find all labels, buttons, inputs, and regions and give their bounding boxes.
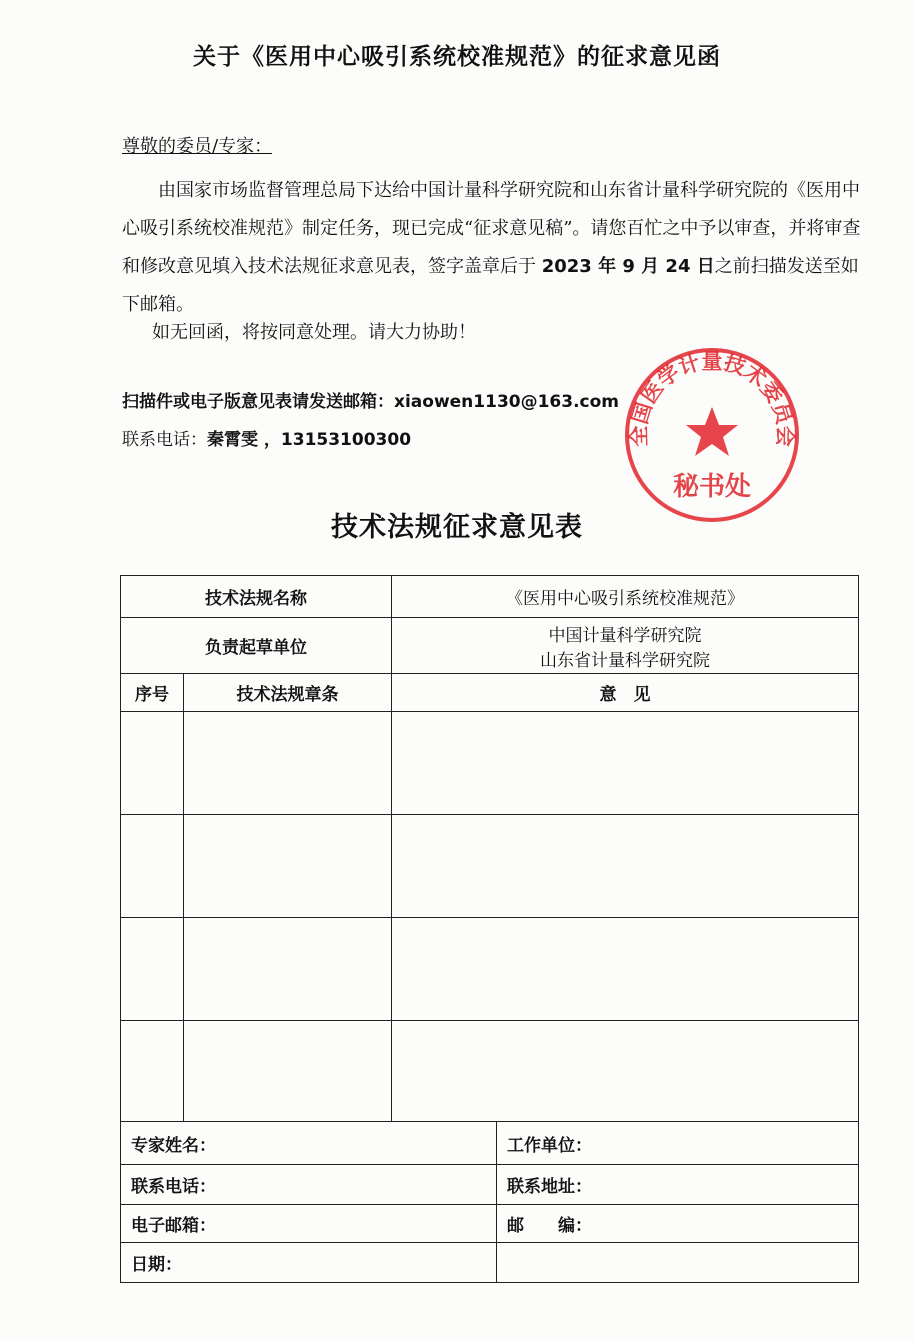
contact-address-field[interactable]: 联系地址：: [497, 1165, 859, 1205]
deadline-date: 2023 年 9 月 24 日: [541, 256, 715, 277]
row-clause-cell[interactable]: [184, 712, 392, 815]
row-clause-cell[interactable]: [184, 918, 392, 1021]
form-title: 技术法规征求意见表: [331, 512, 583, 543]
drafter-2: 山东省计量科学研究院: [540, 650, 710, 671]
column-header-clause: 技术法规章条: [184, 674, 392, 712]
phone-value: 秦霄雯 ，13153100300: [207, 430, 412, 450]
email-label: 扫描件或电子版意见表请发送邮箱：: [122, 392, 394, 412]
row-number-cell[interactable]: [121, 712, 184, 815]
drafter-1: 中国计量科学研究院: [548, 625, 702, 646]
row-number-cell[interactable]: [121, 815, 184, 918]
expert-name-field[interactable]: 专家姓名：: [121, 1122, 497, 1165]
phone-line: [122, 425, 411, 450]
work-unit-field[interactable]: 工作单位：: [497, 1122, 859, 1165]
empty-cell: [497, 1243, 859, 1283]
column-header-number: 序号: [121, 674, 184, 712]
drafter-label: 负责起草单位: [121, 618, 392, 674]
contact-phone-field[interactable]: 联系电话：: [121, 1165, 497, 1205]
regulation-name-value: 《医用中心吸引系统校准规范》: [392, 576, 859, 618]
column-header-opinion: 意 见: [392, 674, 859, 712]
phone-label: 联系电话：: [122, 430, 207, 450]
row-opinion-cell[interactable]: [392, 1021, 859, 1122]
seal-ring-text: 全国医学计量技术委员会: [626, 349, 798, 448]
seal-center-text: 秘书处: [672, 472, 752, 502]
seal-star-icon: [686, 407, 738, 456]
letter-title: 关于《医用中心吸引系统校准规范》的征求意见函: [193, 44, 721, 70]
committee-seal: [622, 345, 802, 525]
regulation-name-label: 技术法规名称: [121, 576, 392, 618]
drafter-value: [392, 618, 859, 674]
body-paragraph-1: [122, 172, 862, 324]
opinion-row: [121, 712, 859, 815]
email-field[interactable]: 电子邮箱：: [121, 1205, 497, 1243]
row-clause-cell[interactable]: [184, 815, 392, 918]
row-clause-cell[interactable]: [184, 1021, 392, 1122]
para1-text-b: 之前扫描发送至如下邮箱。: [122, 256, 859, 315]
opinion-form-table: [120, 575, 859, 1283]
salutation: 尊敬的委员/专家：: [122, 136, 273, 157]
opinion-row: [121, 815, 859, 918]
opinion-row: [121, 918, 859, 1021]
row-number-cell[interactable]: [121, 918, 184, 1021]
postcode-field[interactable]: 邮 编：: [497, 1205, 859, 1243]
opinion-row: [121, 1021, 859, 1122]
body-paragraph-2: 如无回函，将按同意处理。请大力协助！: [152, 322, 476, 343]
row-opinion-cell[interactable]: [392, 712, 859, 815]
row-number-cell[interactable]: [121, 1021, 184, 1122]
email-line: [122, 387, 619, 412]
para1-text-a: 由国家市场监督管理总局下达给中国计量科学研究院和山东省计量科学研究院的《医用中心吸引系统校准规范》制定任务，现已完成“征求意见稿”。请您百忙之中予以审查，并将审查和修改意见填入技术法规征求意见表，签字盖章后于: [122, 180, 861, 277]
row-opinion-cell[interactable]: [392, 815, 859, 918]
date-field[interactable]: 日期：: [121, 1243, 497, 1283]
email-address[interactable]: xiaowen1130@163.com: [394, 392, 620, 412]
row-opinion-cell[interactable]: [392, 918, 859, 1021]
